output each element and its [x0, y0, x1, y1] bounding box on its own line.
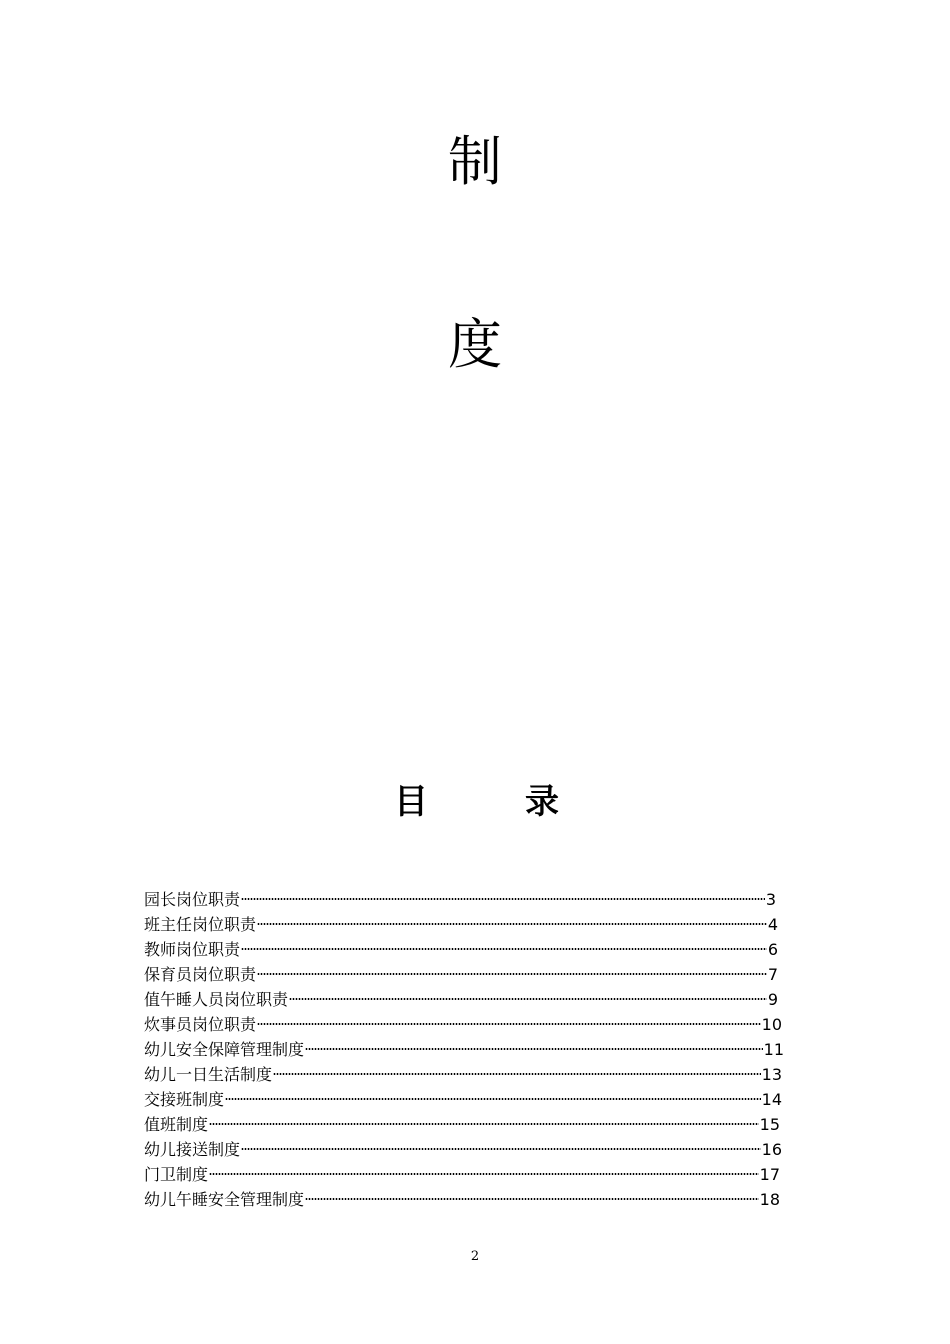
table-of-contents: [144, 887, 784, 1212]
document-title-char-1: 制: [448, 130, 502, 193]
toc-dot-leader: [257, 1022, 761, 1026]
toc-dot-leader: [241, 897, 765, 901]
toc-entry-page: 13: [761, 1065, 782, 1084]
toc-dot-leader: [273, 1072, 761, 1076]
toc-entry[interactable]: [144, 1187, 780, 1212]
toc-entry-label: 幼儿安全保障管理制度: [144, 1040, 305, 1059]
toc-entry-page: 16: [761, 1140, 782, 1159]
toc-entry[interactable]: [144, 912, 778, 937]
toc-entry-label: 园长岗位职责: [144, 890, 241, 909]
toc-entry-label: 班主任岗位职责: [144, 915, 257, 934]
toc-entry[interactable]: [144, 1037, 784, 1062]
toc-entry-label: 炊事员岗位职责: [144, 1015, 257, 1034]
page-number: 2: [470, 1249, 480, 1264]
toc-entry-page: 14: [761, 1090, 782, 1109]
toc-entry-page: 7: [767, 965, 778, 984]
toc-entry-label: 值午睡人员岗位职责: [144, 990, 289, 1009]
toc-entry[interactable]: [144, 937, 778, 962]
toc-entry-page: 6: [767, 940, 778, 959]
toc-entry[interactable]: [144, 1162, 780, 1187]
toc-entry-page: 3: [765, 890, 776, 909]
toc-dot-leader: [209, 1172, 759, 1176]
toc-entry-label: 保育员岗位职责: [144, 965, 257, 984]
toc-entry-label: 幼儿接送制度: [144, 1140, 241, 1159]
toc-entry[interactable]: [144, 987, 778, 1012]
toc-entry-label: 幼儿午睡安全管理制度: [144, 1190, 305, 1209]
toc-dot-leader: [305, 1197, 759, 1201]
toc-entry-label: 值班制度: [144, 1115, 209, 1134]
toc-entry-page: 15: [759, 1115, 780, 1134]
toc-entry-label: 交接班制度: [144, 1090, 225, 1109]
toc-dot-leader: [289, 997, 767, 1001]
toc-entry-label: 门卫制度: [144, 1165, 209, 1184]
table-of-contents-heading: [0, 780, 950, 824]
toc-heading-char-2: 录: [525, 782, 559, 822]
document-title-char-2: 度: [448, 313, 502, 376]
toc-entry-page: 10: [761, 1015, 782, 1034]
toc-entry[interactable]: [144, 1062, 782, 1087]
toc-entry-label: 幼儿一日生活制度: [144, 1065, 273, 1084]
toc-dot-leader: [305, 1047, 763, 1051]
toc-heading-char-1: 目: [394, 782, 428, 822]
toc-entry[interactable]: [144, 1112, 780, 1137]
toc-entry[interactable]: [144, 1012, 782, 1037]
toc-dot-leader: [225, 1097, 761, 1101]
toc-dot-leader: [241, 1147, 761, 1151]
toc-dot-leader: [241, 947, 767, 951]
toc-entry-page: 18: [759, 1190, 780, 1209]
toc-entry[interactable]: [144, 887, 776, 912]
toc-entry[interactable]: [144, 962, 778, 987]
toc-entry-page: 11: [763, 1040, 784, 1059]
toc-dot-leader: [209, 1122, 759, 1126]
toc-dot-leader: [257, 922, 767, 926]
toc-entry-page: 4: [767, 915, 778, 934]
toc-entry-page: 17: [759, 1165, 780, 1184]
toc-entry-page: 9: [767, 990, 778, 1009]
toc-entry[interactable]: [144, 1087, 782, 1112]
toc-entry[interactable]: [144, 1137, 782, 1162]
toc-entry-label: 教师岗位职责: [144, 940, 241, 959]
toc-dot-leader: [257, 972, 767, 976]
